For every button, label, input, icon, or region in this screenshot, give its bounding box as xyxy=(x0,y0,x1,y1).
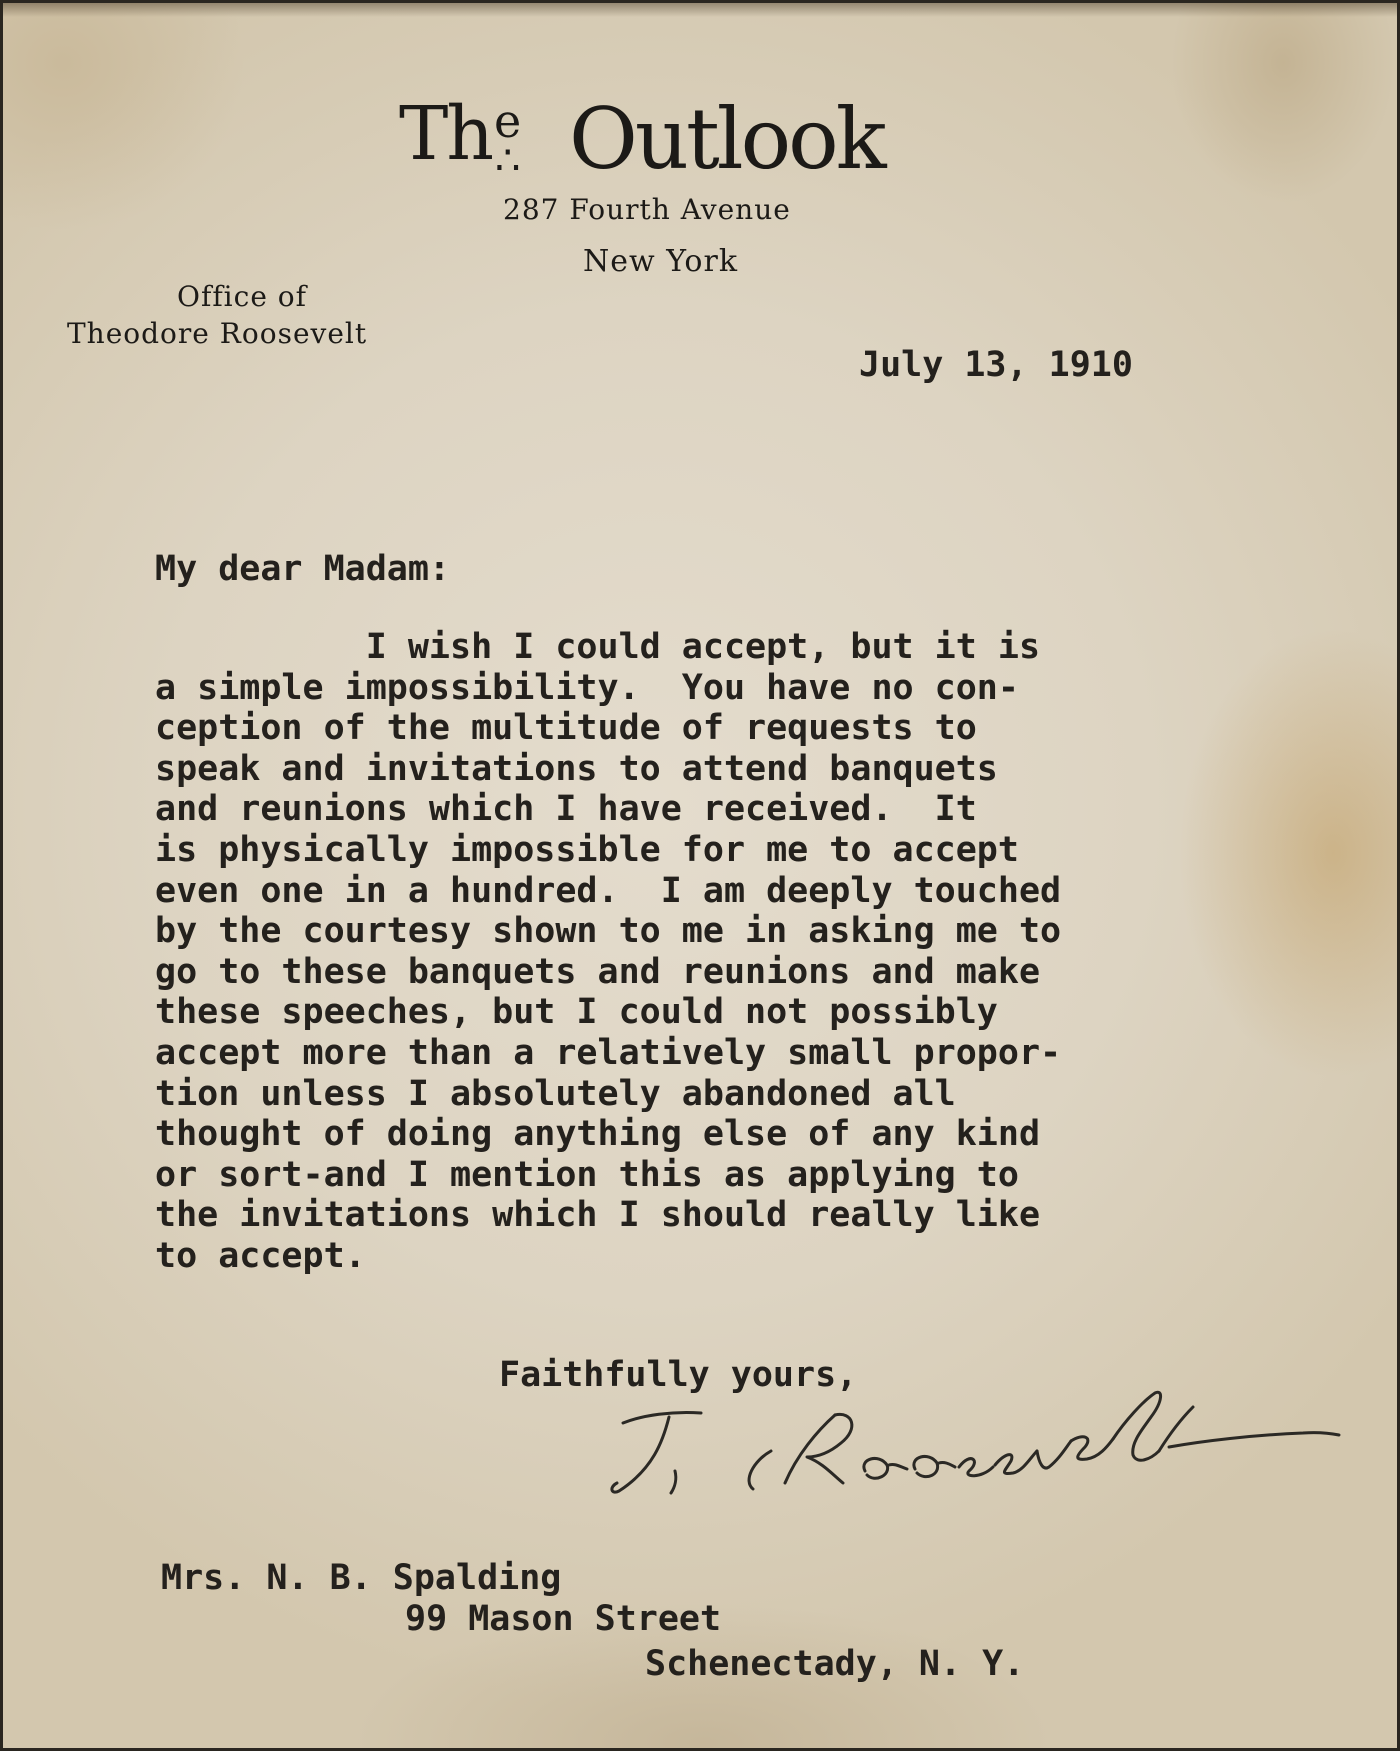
letterhead-title xyxy=(399,83,959,193)
body-line: accept more than a relatively small propor- xyxy=(155,1032,1062,1073)
letter-date: July 13, 1910 xyxy=(859,345,1133,385)
body-line: these speeches, but I could not possibly xyxy=(155,992,998,1033)
letterhead-office-name: Theodore Roosevelt xyxy=(67,317,368,350)
body-line: ception of the multitude of requests to xyxy=(155,708,977,749)
body-line: I wish I could accept, but it is xyxy=(155,627,1041,667)
paper-edge-shadow xyxy=(3,3,1397,17)
body-line: go to these banquets and reunions and make xyxy=(155,951,1041,992)
body-line: tion unless I absolutely abandoned all xyxy=(155,1073,956,1114)
recipient-name: Mrs. N. B. Spalding xyxy=(161,1558,562,1598)
body-line: or sort-and I mention this as applying to xyxy=(155,1154,1019,1195)
body-line: speak and invitations to attend banquets xyxy=(155,748,998,789)
letter-salutation: My dear Madam: xyxy=(155,549,451,589)
letterhead-title-the: Th$^e$ xyxy=(399,91,520,177)
letterhead-address-street: 287 Fourth Avenue xyxy=(503,193,791,226)
body-line: is physically impossible for me to accept xyxy=(155,829,1019,870)
body-line: by the courtesy shown to me in asking me to xyxy=(155,911,1062,952)
body-line: thought of doing anything else of any kind xyxy=(155,1114,1041,1155)
recipient-street: 99 Mason Street xyxy=(405,1599,722,1639)
body-line: even one in a hundred. I am deeply touched xyxy=(155,870,1062,911)
letterhead-title-outlook: Outlook xyxy=(569,90,884,188)
body-line: to accept. xyxy=(155,1235,366,1276)
letter-sheet xyxy=(3,3,1397,1748)
letter-body xyxy=(155,627,1275,1277)
letter-closing: Faithfully yours, xyxy=(499,1355,858,1395)
body-line: the invitations which I should really like xyxy=(155,1195,1041,1236)
body-line: a simple impossibility. You have no con- xyxy=(155,667,1019,708)
handwritten-signature xyxy=(603,1371,1343,1521)
letterhead-title-dots: ∴ xyxy=(495,138,521,184)
recipient-city: Schenectady, N. Y. xyxy=(645,1644,1025,1684)
body-line: and reunions which I have received. It xyxy=(155,789,977,830)
letterhead-address-city: New York xyxy=(583,244,738,279)
letterhead-office-label: Office of xyxy=(177,280,308,313)
